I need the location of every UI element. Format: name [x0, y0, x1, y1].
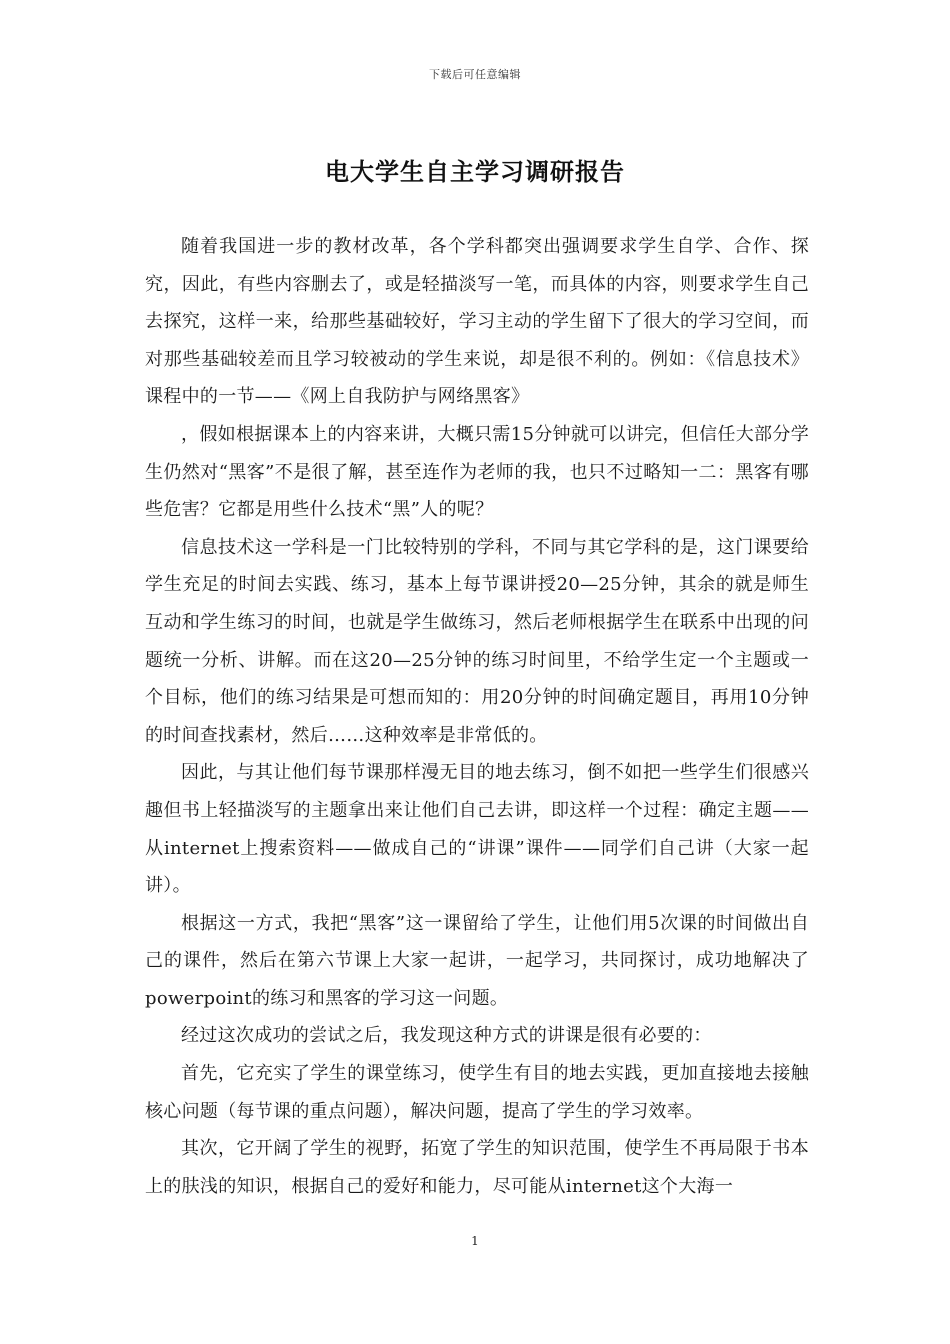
paragraph: 随着我国进一步的教材改革，各个学科都突出强调要求学生自学、合作、探究，因此，有些内容删去了，或是轻描淡写一笔，而具体的内容，则要求学生自己去探究，这样一来，给那些基础较好，学习主动的学生留下了很大的学习空间，而对那些基础较差而且学习较被动的学生来说，却是很不利的。例如：《信息技术》课程中的一节——《网上自我防护与网络黑客》 — [145, 236, 809, 408]
page-number: 1 — [471, 1234, 479, 1248]
paragraph: 首先，它充实了学生的课堂练习，使学生有目的地去实践，更加直接地去接触核心问题（每节课的重点问题），解决问题，提高了学生的学习效率。 — [145, 1063, 809, 1122]
paragraph: ，假如根据课本上的内容来讲，大概只需15分钟就可以讲完，但信任大部分学生仍然对“黑客”不是很了解，甚至连作为老师的我，也只不过略知一二：黑客有哪些危害？它都是用些什么技术“黑”人的呢？ — [145, 423, 809, 521]
paragraph: 信息技术这一学科是一门比较特别的学科，不同与其它学科的是，这门课要给学生充足的时间去实践、练习，基本上每节课讲授20—25分钟，其余的就是师生互动和学生练习的时间，也就是学生做练习，然后老师根据学生在联系中出现的问题统一分析、讲解。而在这20—25分钟的练习时间里，不给学生定一个主题或一个目标，他们的练习结果是可想而知的：用20分钟的时间确定题目，再用10分钟的时间查找素材，然后……这种效率是非常低的。 — [145, 536, 809, 746]
header-note: 下载后可任意编辑 — [429, 68, 521, 81]
paragraph: 其次，它开阔了学生的视野，拓宽了学生的知识范围，使学生不再局限于书本上的肤浅的知识，根据自己的爱好和能力，尽可能从internet这个大海一 — [145, 1138, 809, 1197]
paragraph: 因此，与其让他们每节课那样漫无目的地去练习，倒不如把一些学生们很感兴趣但书上轻描淡写的主题拿出来让他们自己去讲，即这样一个过程：确定主题——从internet上搜索资料——做成自己的“讲课”课件——同学们自己讲（大家一起讲）。 — [145, 762, 809, 897]
document-body — [145, 228, 809, 1205]
paragraph: 根据这一方式，我把“黑客”这一课留给了学生，让他们用5次课的时间做出自己的课件，然后在第六节课上大家一起讲，一起学习，共同探讨，成功地解决了powerpoint的练习和黑客的学习这一问题。 — [145, 912, 809, 1009]
document-title: 电大学生自主学习调研报告 — [325, 157, 625, 186]
paragraph: 经过这次成功的尝试之后，我发现这种方式的讲课是很有必要的： — [181, 1025, 712, 1047]
